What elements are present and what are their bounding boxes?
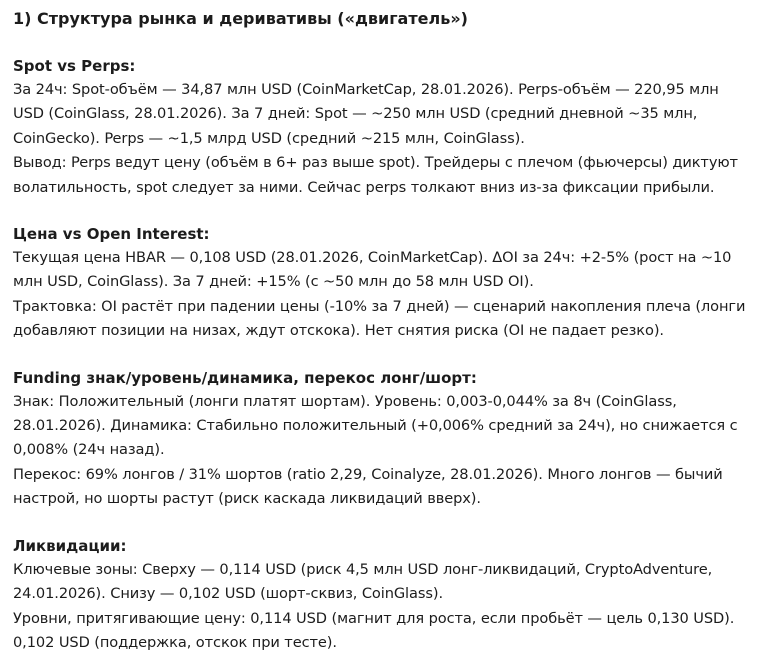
section-heading: Spot vs Perps: bbox=[13, 54, 750, 78]
section-paragraph: Знак: Положительный (лонги платят шортам). Уровень: 0,003-0,044% за 8ч (CoinGlass, 28.01.2026). Динамика: Стабильно положительный (+0,006% средний за 24ч), но снижается с 0,008% (24ч назад). bbox=[13, 390, 750, 463]
section-funding bbox=[13, 366, 750, 512]
section-heading: Ликвидации: bbox=[13, 534, 750, 558]
section-heading: Цена vs Open Interest: bbox=[13, 222, 750, 246]
section-paragraph: Ключевые зоны: Сверху — 0,114 USD (риск 4,5 млн USD лонг-ликвидаций, CryptoAdventure, 24.01.2026). Снизу — 0,102 USD (шорт-сквиз, CoinGlass). bbox=[13, 558, 750, 607]
section-paragraph: Перекос: 69% лонгов / 31% шортов (ratio 2,29, Coinalyze, 28.01.2026). Много лонгов — бычий настрой, но шорты растут (риск каскада ликвидаций вверх). bbox=[13, 463, 750, 512]
section-liquidations bbox=[13, 534, 750, 655]
section-heading: Funding знак/уровень/динамика, перекос лонг/шорт: bbox=[13, 366, 750, 390]
section-paragraph: Текущая цена HBAR — 0,108 USD (28.01.2026, CoinMarketCap). ΔOI за 24ч: +2-5% (рост на ~10 млн USD, CoinGlass). За 7 дней: +15% (с ~50 млн до 58 млн USD OI). bbox=[13, 246, 750, 295]
section-paragraph: За 24ч: Spot-объём — 34,87 млн USD (CoinMarketCap, 28.01.2026). Perps-объём — 220,95 млн USD (CoinGlass, 28.01.2026). За 7 дней: Spot — ~250 млн USD (средний дневной ~35 млн, CoinGecko). Perps — ~1,5 млрд USD (средний ~215 млн, CoinGlass). bbox=[13, 78, 750, 151]
section-paragraph: Трактовка: OI растёт при падении цены (-10% за 7 дней) — сценарий накопления плеча (лонги добавляют позиции на низах, ждут отскока). Нет снятия риска (OI не падает резко). bbox=[13, 295, 750, 344]
section-paragraph: Уровни, притягивающие цену: 0,114 USD (магнит для роста, если пробьёт — цель 0,130 USD). 0,102 USD (поддержка, отскок при тесте). bbox=[13, 607, 750, 655]
section-paragraph: Вывод: Perps ведут цену (объём в 6+ раз выше spot). Трейдеры с плечом (фьючерсы) диктуют волатильность, spot следует за ними. Сейчас perps толкают вниз из-за фиксации прибыли. bbox=[13, 151, 750, 200]
section-spot-vs-perps bbox=[13, 54, 750, 200]
document-title: 1) Структура рынка и деривативы («двигатель») bbox=[13, 8, 750, 30]
section-price-vs-oi bbox=[13, 222, 750, 344]
